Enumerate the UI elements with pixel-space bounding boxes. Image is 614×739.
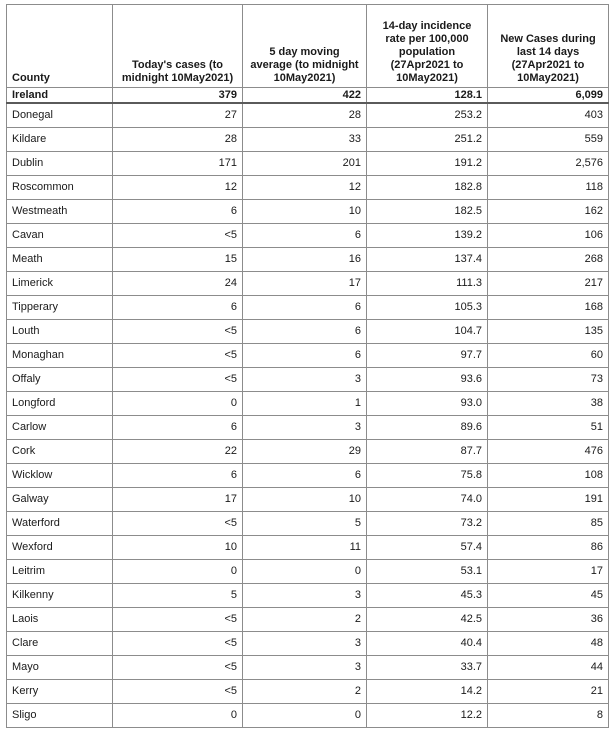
todays-cases-cell: <5 bbox=[113, 368, 243, 392]
county-cell: Limerick bbox=[7, 272, 113, 296]
new-cases-cell: 36 bbox=[488, 608, 609, 632]
new-cases-cell: 21 bbox=[488, 680, 609, 704]
incidence-cell: 53.1 bbox=[367, 560, 488, 584]
incidence-cell: 251.2 bbox=[367, 128, 488, 152]
5-day-average-cell: 3 bbox=[243, 656, 367, 680]
todays-cases-cell: 6 bbox=[113, 296, 243, 320]
total-new-cases-cell: 6,099 bbox=[488, 88, 609, 104]
todays-cases-cell: 22 bbox=[113, 440, 243, 464]
5-day-average-cell: 2 bbox=[243, 680, 367, 704]
header-14-day-incidence: 14-day incidence rate per 100,000 population (27Apr2021 to 10May2021) bbox=[367, 5, 488, 88]
table-row bbox=[7, 560, 609, 584]
table-row bbox=[7, 248, 609, 272]
header-row bbox=[7, 5, 609, 88]
todays-cases-cell: <5 bbox=[113, 512, 243, 536]
new-cases-cell: 73 bbox=[488, 368, 609, 392]
5-day-average-cell: 5 bbox=[243, 512, 367, 536]
5-day-average-cell: 17 bbox=[243, 272, 367, 296]
header-county: County bbox=[7, 5, 113, 88]
todays-cases-cell: 15 bbox=[113, 248, 243, 272]
incidence-cell: 42.5 bbox=[367, 608, 488, 632]
table-row bbox=[7, 440, 609, 464]
todays-cases-cell: 12 bbox=[113, 176, 243, 200]
table-body bbox=[7, 88, 609, 728]
county-cell: Donegal bbox=[7, 103, 113, 128]
county-cell: Offaly bbox=[7, 368, 113, 392]
todays-cases-cell: 171 bbox=[113, 152, 243, 176]
incidence-cell: 104.7 bbox=[367, 320, 488, 344]
table-row bbox=[7, 464, 609, 488]
county-cell: Louth bbox=[7, 320, 113, 344]
county-cell: Roscommon bbox=[7, 176, 113, 200]
header-todays-cases: Today's cases (to midnight 10May2021) bbox=[113, 5, 243, 88]
header-5-day-average: 5 day moving average (to midnight 10May2021) bbox=[243, 5, 367, 88]
table-row bbox=[7, 392, 609, 416]
5-day-average-cell: 11 bbox=[243, 536, 367, 560]
county-cell: Dublin bbox=[7, 152, 113, 176]
5-day-average-cell: 3 bbox=[243, 416, 367, 440]
new-cases-cell: 17 bbox=[488, 560, 609, 584]
new-cases-cell: 403 bbox=[488, 103, 609, 128]
county-cell: Laois bbox=[7, 608, 113, 632]
county-cell: Wexford bbox=[7, 536, 113, 560]
table-row bbox=[7, 224, 609, 248]
incidence-cell: 105.3 bbox=[367, 296, 488, 320]
5-day-average-cell: 0 bbox=[243, 704, 367, 728]
table-row bbox=[7, 272, 609, 296]
county-cell: Cork bbox=[7, 440, 113, 464]
county-cell: Waterford bbox=[7, 512, 113, 536]
table-row bbox=[7, 128, 609, 152]
new-cases-cell: 162 bbox=[488, 200, 609, 224]
5-day-average-cell: 33 bbox=[243, 128, 367, 152]
total-incidence-cell: 128.1 bbox=[367, 88, 488, 104]
new-cases-cell: 118 bbox=[488, 176, 609, 200]
5-day-average-cell: 6 bbox=[243, 296, 367, 320]
header-new-cases-14-days: New Cases during last 14 days (27Apr2021 to 10May2021) bbox=[488, 5, 609, 88]
todays-cases-cell: 0 bbox=[113, 560, 243, 584]
todays-cases-cell: 24 bbox=[113, 272, 243, 296]
todays-cases-cell: 10 bbox=[113, 536, 243, 560]
table-row bbox=[7, 488, 609, 512]
incidence-cell: 191.2 bbox=[367, 152, 488, 176]
total-county-cell: Ireland bbox=[7, 88, 113, 104]
new-cases-cell: 168 bbox=[488, 296, 609, 320]
5-day-average-cell: 3 bbox=[243, 632, 367, 656]
todays-cases-cell: 27 bbox=[113, 103, 243, 128]
table-row bbox=[7, 536, 609, 560]
county-cell: Clare bbox=[7, 632, 113, 656]
todays-cases-cell: 6 bbox=[113, 464, 243, 488]
5-day-average-cell: 6 bbox=[243, 464, 367, 488]
todays-cases-cell: <5 bbox=[113, 680, 243, 704]
county-cell: Cavan bbox=[7, 224, 113, 248]
5-day-average-cell: 28 bbox=[243, 103, 367, 128]
covid-county-table-container bbox=[6, 4, 609, 728]
new-cases-cell: 48 bbox=[488, 632, 609, 656]
new-cases-cell: 108 bbox=[488, 464, 609, 488]
table-row bbox=[7, 103, 609, 128]
5-day-average-cell: 16 bbox=[243, 248, 367, 272]
table-row bbox=[7, 344, 609, 368]
new-cases-cell: 85 bbox=[488, 512, 609, 536]
todays-cases-cell: <5 bbox=[113, 632, 243, 656]
county-cell: Leitrim bbox=[7, 560, 113, 584]
new-cases-cell: 135 bbox=[488, 320, 609, 344]
incidence-cell: 182.8 bbox=[367, 176, 488, 200]
incidence-cell: 12.2 bbox=[367, 704, 488, 728]
incidence-cell: 182.5 bbox=[367, 200, 488, 224]
5-day-average-cell: 0 bbox=[243, 560, 367, 584]
table-header bbox=[7, 5, 609, 88]
incidence-cell: 57.4 bbox=[367, 536, 488, 560]
todays-cases-cell: <5 bbox=[113, 608, 243, 632]
incidence-cell: 33.7 bbox=[367, 656, 488, 680]
todays-cases-cell: 6 bbox=[113, 416, 243, 440]
incidence-cell: 97.7 bbox=[367, 344, 488, 368]
5-day-average-cell: 12 bbox=[243, 176, 367, 200]
county-cell: Sligo bbox=[7, 704, 113, 728]
5-day-average-cell: 10 bbox=[243, 200, 367, 224]
county-cell: Kerry bbox=[7, 680, 113, 704]
county-cell: Meath bbox=[7, 248, 113, 272]
incidence-cell: 74.0 bbox=[367, 488, 488, 512]
county-cell: Wicklow bbox=[7, 464, 113, 488]
5-day-average-cell: 3 bbox=[243, 368, 367, 392]
new-cases-cell: 559 bbox=[488, 128, 609, 152]
incidence-cell: 93.6 bbox=[367, 368, 488, 392]
table-row bbox=[7, 704, 609, 728]
county-cell: Galway bbox=[7, 488, 113, 512]
todays-cases-cell: 0 bbox=[113, 704, 243, 728]
5-day-average-cell: 6 bbox=[243, 224, 367, 248]
new-cases-cell: 268 bbox=[488, 248, 609, 272]
new-cases-cell: 2,576 bbox=[488, 152, 609, 176]
table-row bbox=[7, 152, 609, 176]
county-cell: Monaghan bbox=[7, 344, 113, 368]
table-row bbox=[7, 656, 609, 680]
incidence-cell: 40.4 bbox=[367, 632, 488, 656]
5-day-average-cell: 10 bbox=[243, 488, 367, 512]
5-day-average-cell: 2 bbox=[243, 608, 367, 632]
todays-cases-cell: <5 bbox=[113, 320, 243, 344]
todays-cases-cell: <5 bbox=[113, 224, 243, 248]
county-cell: Kildare bbox=[7, 128, 113, 152]
table-row bbox=[7, 608, 609, 632]
5-day-average-cell: 6 bbox=[243, 344, 367, 368]
new-cases-cell: 38 bbox=[488, 392, 609, 416]
new-cases-cell: 45 bbox=[488, 584, 609, 608]
table-row bbox=[7, 584, 609, 608]
todays-cases-cell: <5 bbox=[113, 656, 243, 680]
incidence-cell: 45.3 bbox=[367, 584, 488, 608]
table-row bbox=[7, 416, 609, 440]
total-todays-cases-cell: 379 bbox=[113, 88, 243, 104]
incidence-cell: 137.4 bbox=[367, 248, 488, 272]
table-row bbox=[7, 176, 609, 200]
new-cases-cell: 60 bbox=[488, 344, 609, 368]
incidence-cell: 89.6 bbox=[367, 416, 488, 440]
todays-cases-cell: 17 bbox=[113, 488, 243, 512]
county-cell: Longford bbox=[7, 392, 113, 416]
incidence-cell: 139.2 bbox=[367, 224, 488, 248]
todays-cases-cell: 6 bbox=[113, 200, 243, 224]
incidence-cell: 87.7 bbox=[367, 440, 488, 464]
new-cases-cell: 106 bbox=[488, 224, 609, 248]
todays-cases-cell: 5 bbox=[113, 584, 243, 608]
county-cell: Mayo bbox=[7, 656, 113, 680]
new-cases-cell: 86 bbox=[488, 536, 609, 560]
new-cases-cell: 217 bbox=[488, 272, 609, 296]
new-cases-cell: 44 bbox=[488, 656, 609, 680]
todays-cases-cell: <5 bbox=[113, 344, 243, 368]
incidence-cell: 111.3 bbox=[367, 272, 488, 296]
new-cases-cell: 51 bbox=[488, 416, 609, 440]
incidence-cell: 93.0 bbox=[367, 392, 488, 416]
table-row-total bbox=[7, 88, 609, 104]
todays-cases-cell: 0 bbox=[113, 392, 243, 416]
total-5-day-average-cell: 422 bbox=[243, 88, 367, 104]
county-cell: Westmeath bbox=[7, 200, 113, 224]
incidence-cell: 73.2 bbox=[367, 512, 488, 536]
5-day-average-cell: 1 bbox=[243, 392, 367, 416]
todays-cases-cell: 28 bbox=[113, 128, 243, 152]
new-cases-cell: 191 bbox=[488, 488, 609, 512]
table-row bbox=[7, 512, 609, 536]
5-day-average-cell: 29 bbox=[243, 440, 367, 464]
table-row bbox=[7, 368, 609, 392]
county-cell: Carlow bbox=[7, 416, 113, 440]
5-day-average-cell: 6 bbox=[243, 320, 367, 344]
table-row bbox=[7, 632, 609, 656]
table-row bbox=[7, 296, 609, 320]
incidence-cell: 75.8 bbox=[367, 464, 488, 488]
covid-county-table bbox=[6, 4, 609, 728]
county-cell: Kilkenny bbox=[7, 584, 113, 608]
new-cases-cell: 8 bbox=[488, 704, 609, 728]
county-cell: Tipperary bbox=[7, 296, 113, 320]
incidence-cell: 253.2 bbox=[367, 103, 488, 128]
table-row bbox=[7, 680, 609, 704]
new-cases-cell: 476 bbox=[488, 440, 609, 464]
5-day-average-cell: 3 bbox=[243, 584, 367, 608]
table-row bbox=[7, 200, 609, 224]
table-row bbox=[7, 320, 609, 344]
incidence-cell: 14.2 bbox=[367, 680, 488, 704]
5-day-average-cell: 201 bbox=[243, 152, 367, 176]
